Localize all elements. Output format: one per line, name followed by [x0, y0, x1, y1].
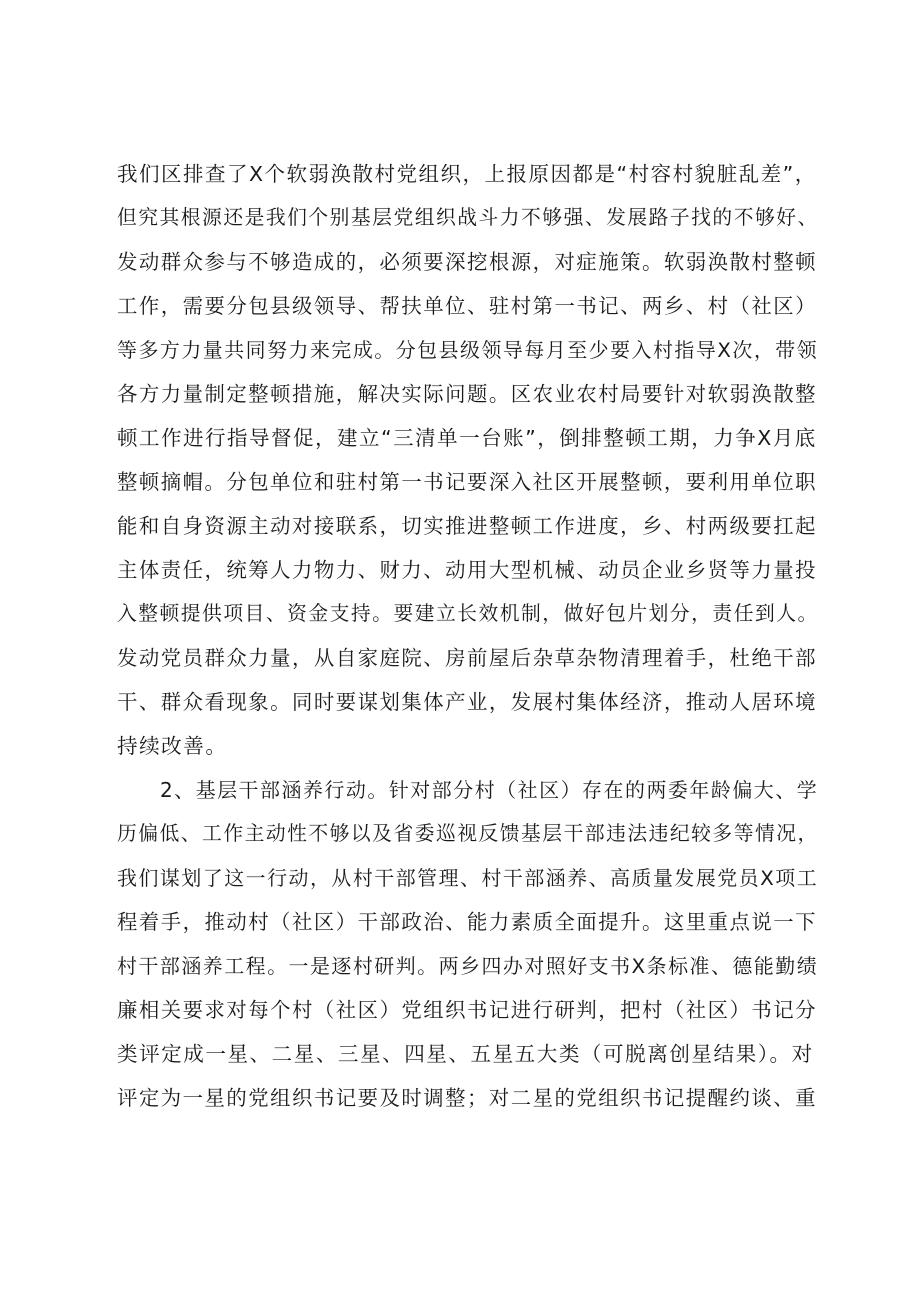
section-heading-line: 2、基层干部涵养行动。针对部分村（社区）存在的两委年龄偏大、学 — [117, 778, 819, 802]
text-line: 入整顿提供项目、资金支持。要建立长效机制，做好包片划分，责任到人。 — [117, 602, 819, 625]
text-line: 廉相关要求对每个村（社区）党组织书记进行研判，把村（社区）书记分 — [117, 998, 818, 1022]
text-line: 历偏低、工作主动性不够以及省委巡视反馈基层干部违法违纪较多等情况， — [117, 822, 819, 845]
text-line: 主体责任，统筹人力物力、财力、动用大型机械、动员企业乡贤等力量投 — [117, 558, 818, 582]
text-line: 发动党员群众力量，从自家庭院、房前屋后杂草杂物清理着手，杜绝干部 — [117, 646, 818, 670]
text-line: 村干部涵养工程。一是逐村研判。两乡四办对照好支书X条标准、德能勤绩 — [117, 954, 819, 978]
text-line: 评定为一星的党组织书记要及时调整；对二星的党组织书记提醒约谈、重 — [117, 1086, 818, 1110]
text-line: 等多方力量共同努力来完成。分包县级领导每月至少要入村指导X次，带领 — [117, 338, 819, 362]
text-line: 我们谋划了这一行动，从村干部管理、村干部涵养、高质量发展党员X项工 — [117, 866, 819, 890]
text-line: 持续改善。 — [117, 734, 228, 758]
text-line: 发动群众参与不够造成的，必须要深挖根源，对症施策。软弱涣散村整顿 — [117, 250, 818, 274]
text-line: 整顿摘帽。分包单位和驻村第一书记要深入社区开展整顿，要利用单位职 — [117, 470, 818, 494]
text-line: 能和自身资源主动对接联系，切实推进整顿工作进度，乡、村两级要扛起 — [117, 514, 818, 538]
text-line: 顿工作进行指导督促，建立“三清单一台账”，倒排整顿工期，力争X月底 — [117, 426, 817, 450]
text-line: 但究其根源还是我们个别基层党组织战斗力不够强、发展路子找的不够好、 — [117, 206, 819, 229]
text-line: 各方力量制定整顿措施，解决实际问题。区农业农村局要针对软弱涣散整 — [117, 382, 818, 406]
text-line: 程着手，推动村（社区）干部政治、能力素质全面提升。这里重点说一下 — [117, 910, 818, 934]
text-line: 类评定成一星、二星、三星、四星、五星五大类（可脱离创星结果）。对 — [117, 1042, 814, 1066]
text-line: 我们区排查了X个软弱涣散村党组织，上报原因都是“村容村貌脏乱差”， — [117, 162, 817, 186]
text-line: 干、群众看现象。同时要谋划集体产业，发展村集体经济，推动人居环境 — [117, 690, 818, 714]
text-line: 工作，需要分包县级领导、帮扶单位、驻村第一书记、两乡、村（社区） — [117, 294, 818, 318]
